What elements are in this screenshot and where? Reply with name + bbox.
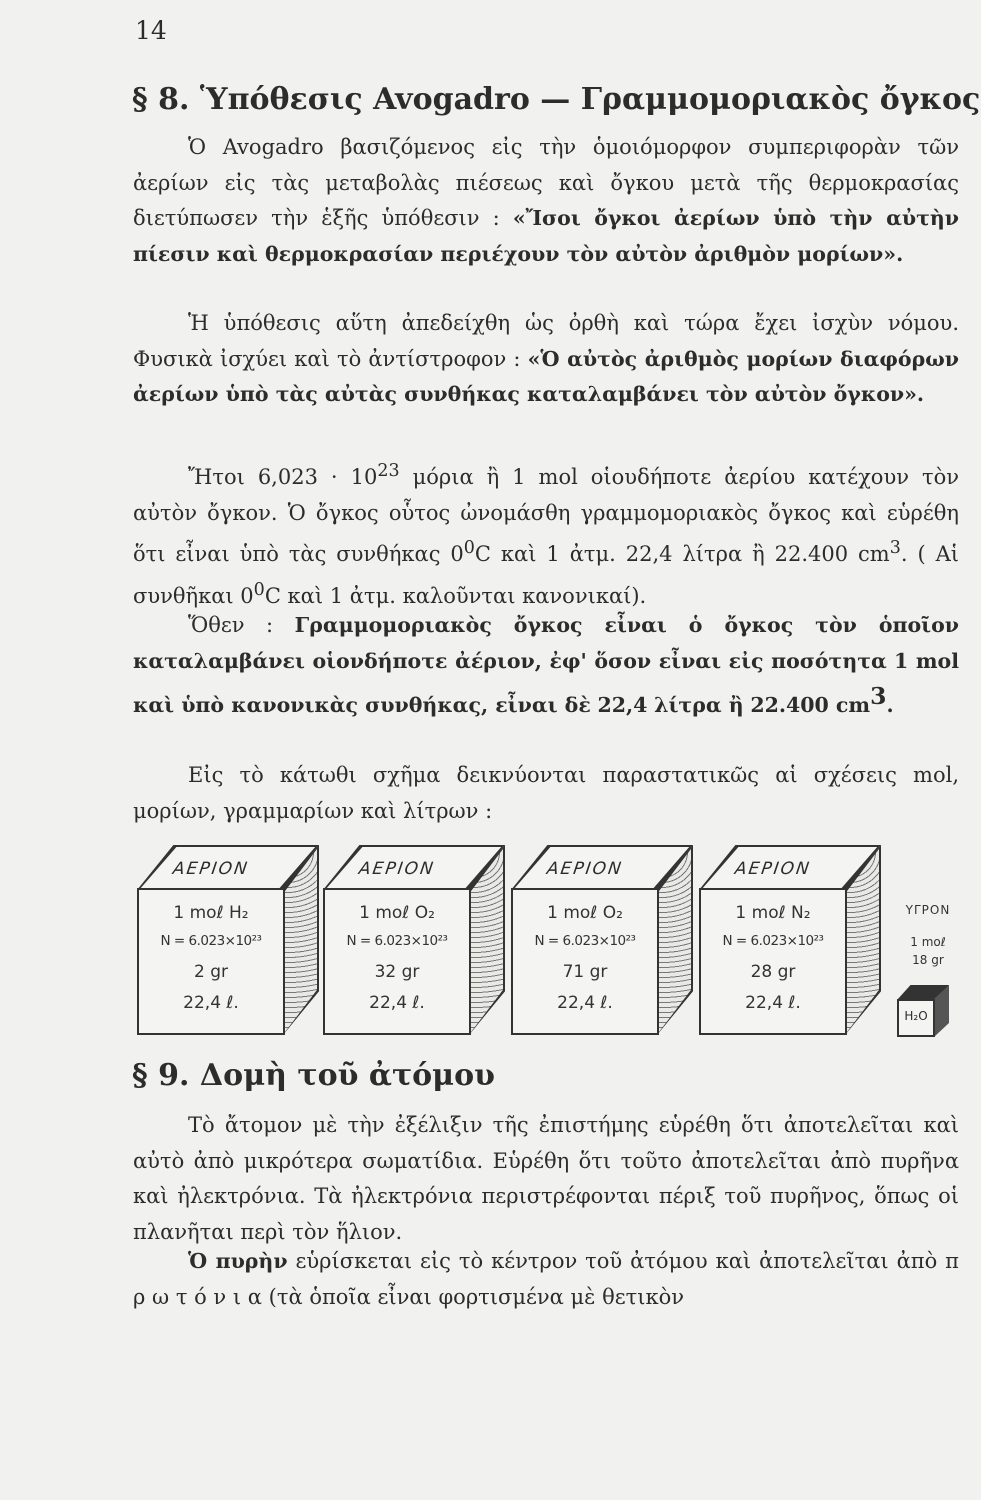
volume-litres: 22,4	[597, 693, 648, 717]
section-8-number: § 8.	[132, 82, 190, 117]
paragraph-avogadro-hypothesis	[133, 130, 959, 272]
gas-label: ΑΕΡΙΟΝ	[171, 859, 251, 879]
liquid-mol-line: 1 moℓ	[910, 935, 946, 949]
cube-label: H₂O	[904, 1009, 928, 1023]
mass-line: 28 gr	[750, 962, 796, 982]
mass-line: 32 gr	[374, 962, 420, 982]
liquid-label: ΥΓΡΟΝ	[905, 903, 951, 917]
degree-sup: 0	[463, 538, 475, 558]
section-8-title: Ὑπόθεσις Avogadro — Γραμμομοριακὸς ὄγκος	[199, 82, 981, 117]
paragraph-text: Τὸ ἄτομον μὲ τὴν ἐξέλιξιν τῆς ἐπιστήμης εὑρέθη ὅτι ἀποτελεῖται καὶ αὐτὸ ἀπὸ μικρότερα σωματίδια. Εὑρέθη ὅτι τοῦτο ἀποτελεῖται ἀπὸ πυρῆνα καὶ ἠλεκτρόνια. Τὰ ἠλεκτρόνια περιστρέφονται πέριξ τοῦ πυρῆνος, ὅπως οἱ πλανῆται περὶ τὸν ἥλιον.	[133, 1113, 959, 1244]
molecules-line: N = 6.023×10²³	[534, 933, 636, 949]
mol-line: 1 moℓ O₂	[359, 903, 435, 923]
period: .	[886, 693, 894, 717]
paragraph-figure-intro	[133, 758, 959, 829]
converse-statement: «Ὁ αὐτὸς ἀριθμὸς μορίων διαφόρων ἀερίων ὑπὸ τὰς αὐτὰς συνθήκας καταλαμβάνει τὸν αὐτὸν ὄγκον».	[133, 346, 959, 406]
volume-line: 22,4 ℓ.	[369, 993, 425, 1013]
mol-quantity: 1 mol	[893, 648, 959, 673]
section-9-number: § 9.	[132, 1058, 190, 1093]
paragraph-atom-structure	[133, 1108, 959, 1250]
mol-line: 1 moℓ H₂	[173, 903, 249, 923]
paragraph-molar-volume-definition	[133, 454, 959, 614]
molecules-line: N = 6.023×10²³	[160, 933, 262, 949]
degree-sup: 0	[253, 579, 265, 600]
text-fragment: . ( Αἱ συνθῆκαι 0	[133, 542, 959, 608]
molecules-line: N = 6.023×10²³	[722, 933, 824, 949]
section-9-heading	[132, 1058, 495, 1093]
text-fragment: C καὶ 1 ἀτμ. καλοῦνται κανονικαί).	[264, 583, 647, 608]
mol-line: 1 moℓ O₂	[547, 903, 623, 923]
paragraph-text: Ὁ Avogadro βασιζόμενος εἰς τὴν ὁμοιόμορφον συμπεριφορὰν τῶν ἀερίων εἰς τὰς μεταβολὰς πιέσεως καὶ ὄγκου μετὰ τῆς θερμοκρασίας διετύπωσεν τὴν ἑξῆς ὑπόθεσιν :	[133, 135, 959, 230]
hypothesis-statement: «Ἴσοι ὄγκοι ἀερίων ὑπὸ τὴν αὐτὴν πίεσιν καὶ θερμοκρασίαν περιέχουν τὸν αὐτὸν ἀριθμὸν μορίων».	[133, 206, 959, 266]
paragraph-molar-volume-statement	[133, 608, 959, 724]
molecules-line: N = 6.023×10²³	[346, 933, 448, 949]
gas-label: ΑΕΡΙΟΝ	[545, 859, 625, 879]
gas-label: ΑΕΡΙΟΝ	[733, 859, 813, 879]
section-8-heading	[132, 82, 980, 117]
text-fragment: Ἤτοι 6,023 · 10	[188, 465, 378, 489]
paragraph-law-converse	[133, 306, 959, 413]
cube-sup: 3	[870, 682, 887, 710]
volume-line: 22,4 ℓ.	[745, 993, 801, 1013]
mass-line: 2 gr	[194, 962, 228, 982]
mass-line: 71 gr	[562, 962, 608, 982]
cube-sup: 3	[889, 538, 901, 558]
nucleus-term: Ὁ πυρὴν	[188, 1249, 288, 1273]
text-fragment: μόρια ἢ 1 mol οἱουδήποτε ἀερίου κατέχουν τὸν αὐτὸν ὄγκον. Ὁ ὄγκος οὗτος ὠνομάσθη γραμμομοριακὸς ὄγκος καὶ εὑρέθη ὅτι εἶναι ὑπὸ τὰς συνθήκας 0	[133, 465, 959, 566]
volume-line: 22,4 ℓ.	[183, 993, 239, 1013]
bold-text: Γραμμομοριακὸς ὄγκος εἶναι ὁ ὄγκος τὸν ὁποῖον καταλαμβάνει οἱονδήποτε ἀέριον, ἐφ' ὅσον εἶναι εἰς ποσότητα	[133, 613, 959, 673]
water-cube	[897, 985, 947, 1041]
paragraph-text: Εἰς τὸ κάτωθι σχῆμα δεικνύονται παραστατικῶς αἱ σχέσεις mol, μορίων, γραμμαρίων καὶ λίτρων :	[133, 763, 959, 823]
text-fragment: C καὶ 1 ἀτμ. 22,4 λίτρα ἢ 22.400 cm	[474, 542, 890, 566]
gas-label: ΑΕΡΙΟΝ	[357, 859, 437, 879]
page-number: 14	[135, 16, 167, 45]
protons-spaced: π ρ ω τ ό ν ι α	[133, 1249, 959, 1309]
section-9-title: Δομὴ τοῦ ἀτόμου	[199, 1058, 495, 1093]
lead-word: Ὅθεν :	[188, 613, 274, 637]
liquid-water-group	[893, 903, 963, 1043]
paragraph-text: εὑρίσκεται εἰς τὸ κέντρον τοῦ ἀτόμου καὶ ἀποτελεῖται ἀπὸ	[295, 1249, 938, 1273]
liquid-mass-line: 18 gr	[912, 953, 944, 967]
bold-text: καὶ ὑπὸ κανονικὰς συνθήκας, εἶναι δὲ	[133, 693, 591, 717]
volume-cm: 22.400 cm	[750, 693, 871, 717]
paragraph-text: (τὰ ὁποῖα εἶναι φορτισμένα μὲ θετικὸν	[268, 1284, 685, 1309]
molar-volume-figure	[133, 845, 959, 1045]
exponent: 23	[377, 461, 400, 481]
paragraph-text: Ἡ ὑπόθεσις αὕτη ἀπεδείχθη ὡς ὀρθὴ καὶ τώρα ἔχει ἰσχὺν νόμου. Φυσικὰ ἰσχύει καὶ τὸ ἀντίστροφον :	[133, 311, 959, 371]
volume-line: 22,4 ℓ.	[557, 993, 613, 1013]
bold-text: λίτρα ἢ	[654, 693, 744, 717]
paragraph-nucleus	[133, 1244, 959, 1315]
mol-line: 1 moℓ N₂	[735, 903, 811, 923]
